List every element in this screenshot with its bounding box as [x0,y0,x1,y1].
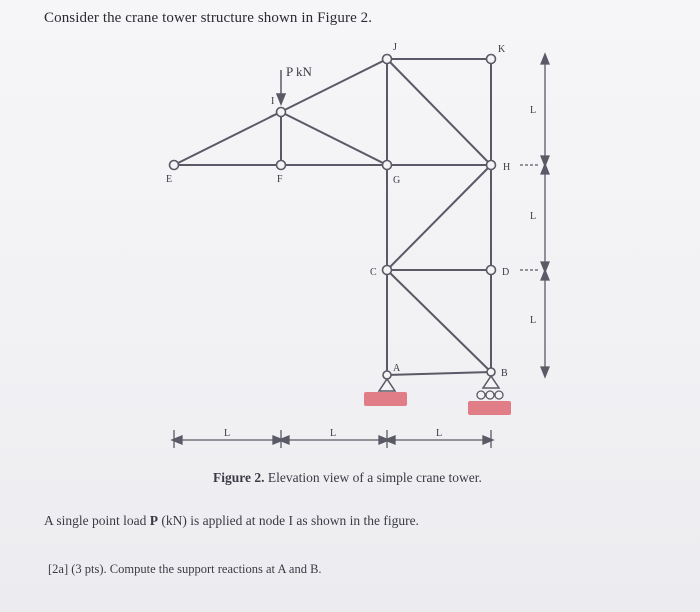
load-symbol: P [149,513,158,528]
member-A-B [387,372,491,375]
load-label: P kN [286,64,312,79]
node-K [487,55,496,64]
load-description [44,513,419,529]
node-I [277,108,286,117]
member-I-G [281,112,387,165]
support-roller-B [468,376,511,415]
node-E [170,161,179,170]
node-label-G: G [393,175,401,186]
node-label-K: K [498,44,506,55]
node-label-J: J [393,42,397,53]
load-arrow [277,70,285,104]
node-F [277,161,286,170]
load-suffix: (kN) is applied at node I as shown in the figure. [158,513,419,528]
member-H-C [387,165,491,270]
node-C [383,266,392,275]
dim-label-v2: L [530,211,537,222]
node-label-D: D [502,267,510,278]
caption-rest: Elevation view of a simple crane tower. [264,470,482,485]
node-label-C: C [370,267,377,278]
dim-label-v3: L [530,315,537,326]
node-H [487,161,496,170]
node-label-H: H [503,162,511,173]
node-G [383,161,392,170]
dim-label-v1: L [530,105,537,116]
node-label-I: I [271,96,275,107]
member-J-H [387,59,491,165]
caption-bold: Figure 2. [213,470,265,485]
node-label-E: E [166,174,173,185]
support-pin-A [364,379,407,406]
node-D [487,266,496,275]
figure-caption [213,470,482,486]
load-prefix: A single point load [44,513,150,528]
node-label-F: F [277,174,283,185]
dim-label-h3: L [436,428,443,439]
dim-label-h1: L [224,428,231,439]
question-text: [2a] (3 pts). Compute the support reactions at A and B. [48,562,322,576]
intro-text: Consider the crane tower structure shown in Figure 2. [44,10,373,26]
node-label-B: B [501,368,508,379]
node-label-A: A [393,363,401,374]
node-J [383,55,392,64]
member-C-B [387,270,491,372]
dim-label-h2: L [330,428,337,439]
